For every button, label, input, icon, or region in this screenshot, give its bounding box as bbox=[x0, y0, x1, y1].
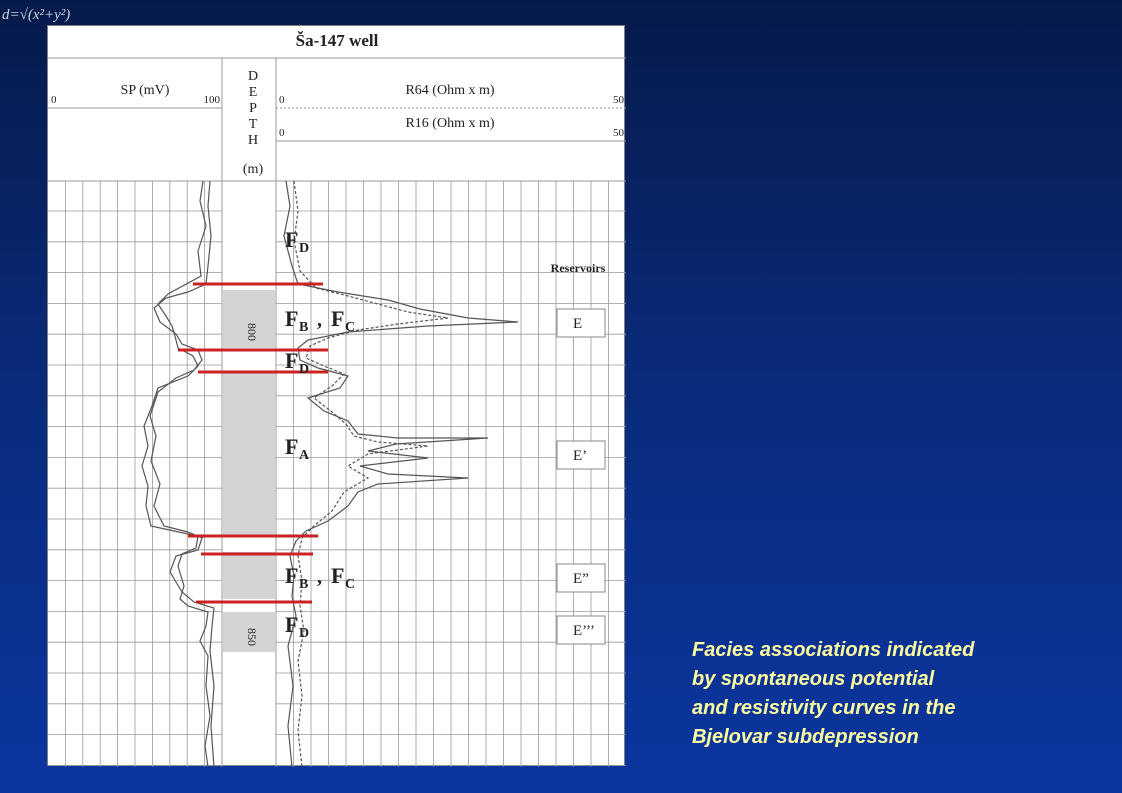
facies-sub: B bbox=[299, 320, 309, 335]
r16-scale-max: 50 bbox=[613, 127, 624, 139]
reservoir-interval bbox=[223, 372, 275, 536]
r64-track-label: R64 (Ohm x m) bbox=[405, 83, 495, 98]
facies-sub: B bbox=[299, 577, 309, 592]
caption bbox=[692, 636, 1112, 752]
facies-sub: C bbox=[345, 577, 356, 592]
r16-curve bbox=[294, 181, 448, 767]
sp-scale-max: 100 bbox=[203, 94, 220, 106]
facies-sub: C bbox=[345, 320, 356, 335]
log-curves bbox=[142, 181, 518, 767]
facies-main: F bbox=[285, 348, 299, 373]
facies-label bbox=[285, 612, 309, 641]
r64-scale-max: 50 bbox=[613, 94, 624, 106]
caption-line: and resistivity curves in the bbox=[692, 697, 956, 719]
reservoir-name: E” bbox=[573, 571, 589, 587]
facies-labels bbox=[285, 227, 355, 641]
depth-unit: (m) bbox=[242, 162, 264, 177]
depth-letter: D bbox=[247, 69, 259, 84]
r64-scale-min: 0 bbox=[279, 94, 285, 106]
log-grid bbox=[48, 58, 626, 767]
facies-main: F bbox=[331, 563, 345, 588]
depth-column-heading bbox=[243, 69, 264, 177]
well-title: Ša-147 well bbox=[295, 31, 379, 50]
caption-line: Bjelovar subdepression bbox=[692, 726, 919, 748]
depth-label: 850 bbox=[245, 628, 259, 646]
facies-label bbox=[285, 227, 309, 256]
formula-fragment bbox=[0, 0, 116, 26]
depth-letter: H bbox=[247, 133, 259, 148]
caption-line: Facies associations indicated bbox=[692, 639, 975, 661]
reservoir-name: E’ bbox=[573, 448, 588, 464]
reservoirs-heading: Reservoirs bbox=[550, 261, 606, 275]
caption-line: by spontaneous potential bbox=[692, 668, 935, 690]
facies-sub: D bbox=[299, 626, 310, 641]
facies-main: F bbox=[285, 434, 299, 459]
depth-letter: E bbox=[248, 85, 258, 100]
facies-main: F bbox=[285, 306, 299, 331]
facies-main: F bbox=[331, 306, 345, 331]
facies-main: F bbox=[285, 563, 299, 588]
r16-scale-min: 0 bbox=[279, 127, 285, 139]
facies-label bbox=[285, 348, 309, 377]
sp-scale-min: 0 bbox=[51, 94, 57, 106]
sp-track-label: SP (mV) bbox=[120, 83, 170, 98]
facies-main: F bbox=[285, 612, 299, 637]
facies-comma: , bbox=[317, 566, 322, 588]
reservoir-intervals bbox=[223, 290, 275, 652]
formula-text: d=√(x²+y²) bbox=[2, 7, 71, 23]
facies-comma: , bbox=[317, 309, 322, 331]
facies-sub: A bbox=[299, 448, 310, 463]
facies-label bbox=[285, 434, 310, 463]
reservoir-name: E bbox=[573, 316, 583, 332]
depth-letter: T bbox=[248, 117, 258, 132]
facies-main: F bbox=[285, 227, 299, 252]
reservoir-boxes bbox=[557, 309, 605, 644]
facies-label bbox=[285, 306, 355, 335]
reservoir-interval bbox=[223, 552, 275, 599]
well-log-panel bbox=[47, 25, 625, 766]
well-log-figure bbox=[48, 26, 626, 767]
facies-sub: D bbox=[299, 362, 310, 377]
r16-track-label: R16 (Ohm x m) bbox=[405, 116, 495, 131]
facies-label bbox=[285, 563, 355, 592]
reservoir-name: E’’’ bbox=[573, 623, 595, 639]
depth-label: 800 bbox=[245, 323, 259, 341]
facies-sub: D bbox=[299, 241, 310, 256]
r64-curve bbox=[284, 181, 518, 767]
depth-letter: P bbox=[249, 101, 257, 116]
